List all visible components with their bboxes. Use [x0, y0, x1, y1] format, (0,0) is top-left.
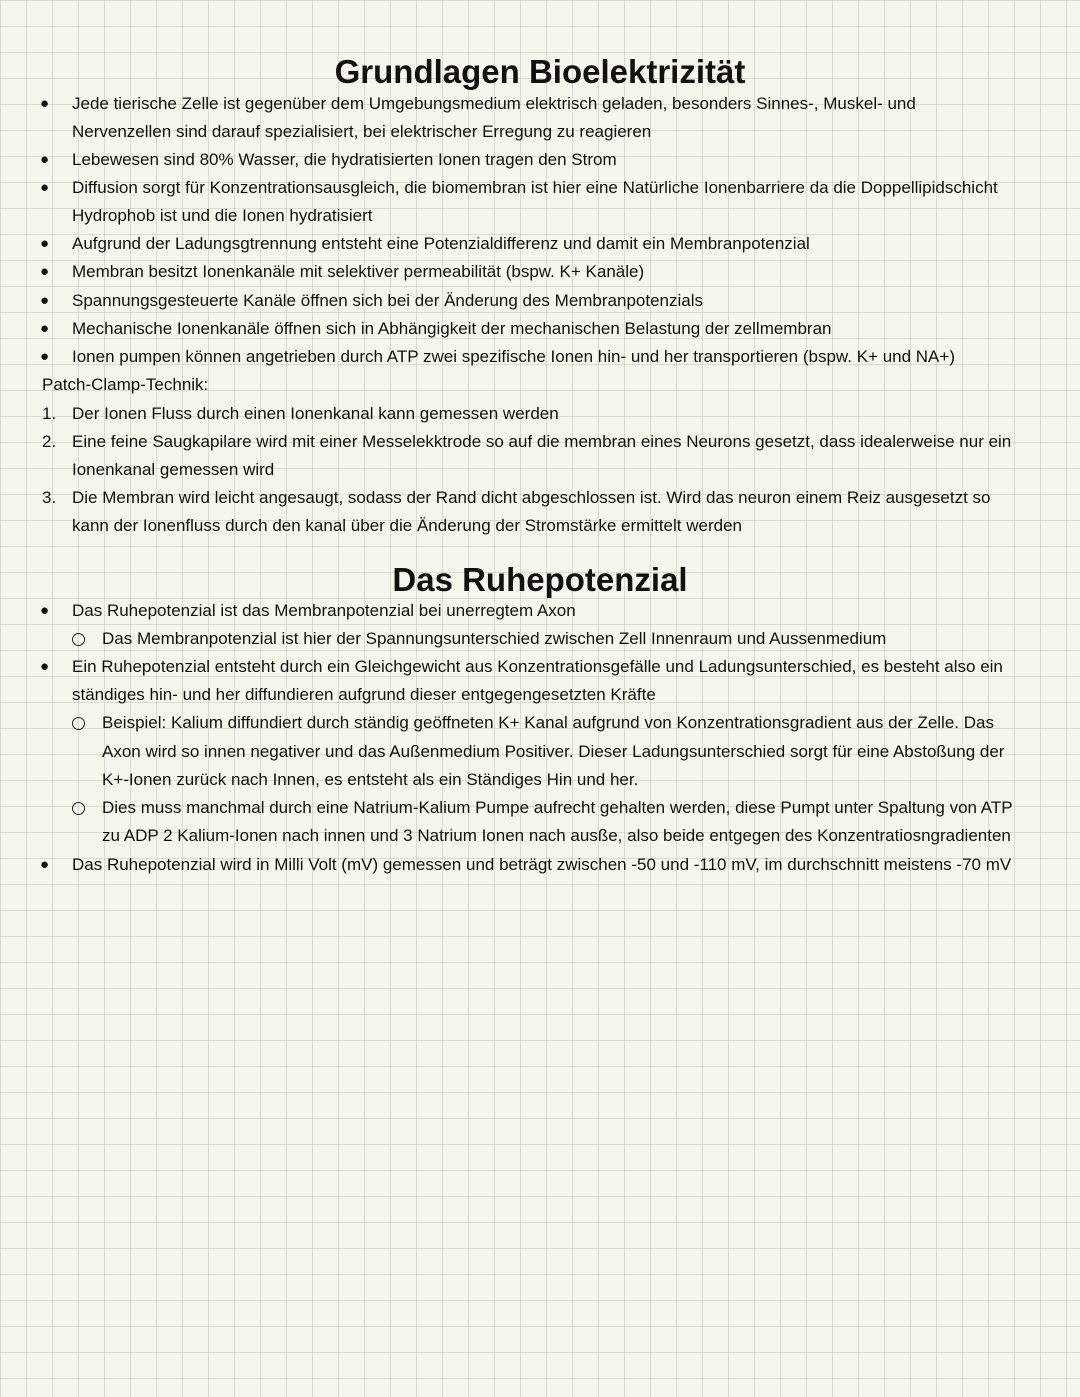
- bullet-2-line-1: Lebewesen sind 80% Wasser, die hydratisierten Ionen tragen den Strom: [72, 150, 617, 169]
- rp-bullet-3: Das Ruhepotenzial wird in Milli Volt (mV) gemessen und beträgt zwischen -50 und -110 mV, im durchschnitt meistens -70 mV: [72, 855, 1012, 874]
- bullet-3-line-2: Hydrophob ist und die Ionen hydratisiert: [72, 206, 373, 225]
- section-title-bioelektrizitaet: Grundlagen Bioelektrizität: [334, 53, 746, 90]
- list-number: 3.: [42, 488, 57, 507]
- rp-sub-1-line-3: K+-Ionen zurück nach Innen, es entsteht als ein Ständiges Hin und her.: [102, 770, 639, 789]
- rp-sub-2-line-2: zu ADP 2 Kalium-Ionen nach innen und 3 Natrium Ionen nach ausße, also beide entgegen des Konzentratiosngradienten: [102, 826, 1011, 845]
- bullet-8-line-1: Ionen pumpen können angetrieben durch ATP zwei spezifische Ionen hin- und her transportieren (bspw. K+ und NA+): [72, 347, 955, 366]
- bullet-3-line-1: Diffusion sorgt für Konzentrationsausgleich, die biomembran ist hier eine Natürliche Ionenbarriere da die Doppellipidschicht: [72, 178, 998, 197]
- numbered-1-line-1: Der Ionen Fluss durch einen Ionenkanal kann gemessen werden: [72, 404, 559, 423]
- bullet-marker: ●: [40, 235, 50, 252]
- rp-bullet-2-line-2: ständiges hin- und her diffundieren aufgrund dieser entgegengesetzten Kräfte: [72, 685, 656, 704]
- bullet-7-line-1: Mechanische Ionenkanäle öffnen sich in Abhängigkeit der mechanischen Belastung der zellmembran: [72, 319, 832, 338]
- rp-sub-1-line-1: Beispiel: Kalium diffundiert durch ständig geöffneten K+ Kanal aufgrund von Konzentrationsgradient aus der Zelle. Das: [102, 713, 994, 732]
- numbered-3-line-2: kann der Ionenfluss durch den kanal über die Änderung der Stromstärke ermittelt werden: [72, 516, 742, 535]
- bullet-marker: ●: [40, 179, 50, 196]
- circle-bullet-icon: [72, 633, 85, 646]
- bullet-marker: ●: [40, 602, 50, 619]
- subheading-patch-clamp: Patch-Clamp-Technik:: [42, 375, 209, 394]
- numbered-2-line-2: Ionenkanal gemessen wird: [72, 460, 275, 479]
- bullet-marker: ●: [40, 263, 50, 280]
- bullet-marker: ●: [40, 856, 50, 873]
- rp-sub-1-line-2: Axon wird so innen negativer und das Außenmedium Positiver. Dieser Ladungsunterschied sorgt für eine Abstoßung der: [102, 742, 1005, 761]
- list-number: 2.: [42, 432, 57, 451]
- bullet-1-line-2: Nervenzellen sind darauf spezialisiert, bei elektrischer Erregung zu reagieren: [72, 122, 652, 141]
- rp-bullet-2-line-1: Ein Ruhepotenzial entsteht durch ein Gleichgewicht aus Konzentrationsgefälle und Ladungsunterschied, es besteht also ein: [72, 657, 1003, 676]
- bullet-6-line-1: Spannungsgesteuerte Kanäle öffnen sich bei der Änderung des Membranpotenzials: [72, 291, 704, 310]
- section-title-ruhepotenzial: Das Ruhepotenzial: [392, 561, 688, 598]
- rp-bullet-1: Das Ruhepotenzial ist das Membranpotenzial bei unerregtem Axon: [72, 601, 576, 620]
- bullet-4-line-1: Aufgrund der Ladungsgtrennung entsteht eine Potenzialdifferenz und damit ein Membranpotenzial: [72, 234, 810, 253]
- bullet-marker: ●: [40, 292, 50, 309]
- list-number: 1.: [42, 404, 57, 423]
- bullet-marker: ●: [40, 348, 50, 365]
- bullet-1-line-1: Jede tierische Zelle ist gegenüber dem Umgebungsmedium elektrisch geladen, besonders Sinnes-, Muskel- und: [72, 94, 916, 113]
- rp-sub-2-line-1: Dies muss manchmal durch eine Natrium-Kalium Pumpe aufrecht gehalten werden, diese Pumpt unter Spaltung von ATP: [102, 798, 1013, 817]
- rp-bullet-1-sub: Das Membranpotenzial ist hier der Spannungsunterschied zwischen Zell Innenraum und Aussenmedium: [102, 629, 887, 648]
- bullet-marker: ●: [40, 95, 50, 112]
- circle-bullet-icon: [72, 717, 85, 730]
- bullet-5-line-1: Membran besitzt Ionenkanäle mit selektiver permeabilität (bspw. K+ Kanäle): [72, 262, 645, 281]
- bullet-marker: ●: [40, 151, 50, 168]
- bullet-marker: ●: [40, 658, 50, 675]
- numbered-2-line-1: Eine feine Saugkapilare wird mit einer Messelekktrode so auf die membran eines Neurons gesetzt, dass idealerweise nur ein: [72, 432, 1012, 451]
- circle-bullet-icon: [72, 802, 85, 815]
- bullet-marker: ●: [40, 320, 50, 337]
- numbered-3-line-1: Die Membran wird leicht angesaugt, sodass der Rand dicht abgeschlossen ist. Wird das neuron einem Reiz ausgesetzt so: [72, 488, 991, 507]
